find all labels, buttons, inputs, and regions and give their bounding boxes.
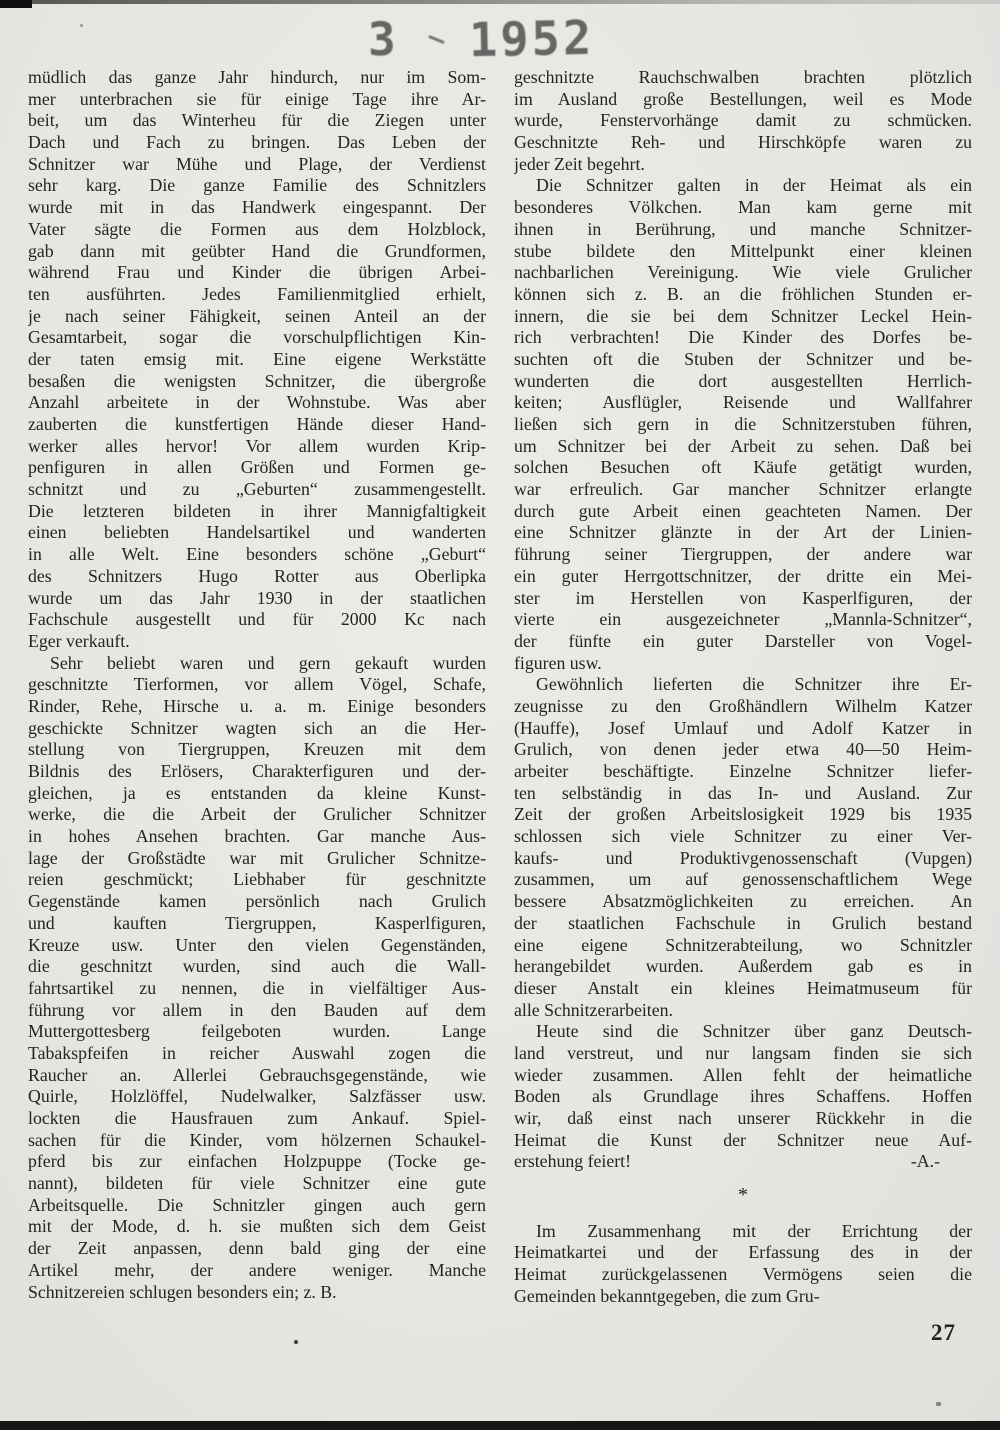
text-line: Grulich, von denen jeder etwa 40—50 Heim-	[514, 739, 972, 760]
text-line: mer unterbrachen sie für einige Tage ihre Ar-	[28, 88, 486, 109]
text-line: gleichen, ja es entstanden da kleine Kunst-	[28, 782, 486, 803]
ink-speck	[936, 1402, 941, 1406]
paragraph-end-text: erstehung feiert!	[514, 1151, 632, 1172]
text-line: rich verbrachten! Die Kinder des Dorfes be-	[514, 327, 972, 348]
text-line: sachen für die Kinder, vom hölzernen Schaukel-	[28, 1129, 486, 1150]
stamp-year: 1952	[468, 10, 596, 69]
text-line: Vater sägte die Formen aus dem Holzblock,	[28, 218, 486, 239]
text-line: kaufs- und Produktivgenossenschaft (Vupgen)	[514, 847, 972, 868]
text-line: Im Zusammenhang mit der Errichtung der	[536, 1220, 972, 1241]
text-line: figuren usw.	[514, 652, 602, 673]
text-line: zauberten die kunstfertigen Hände dieser Hand-	[28, 414, 486, 434]
text-line: schlossen sich viele Schnitzer zu einer Ver-	[514, 826, 972, 847]
text-line: ten ausführten. Jedes Familienmitglied erhielt,	[28, 283, 486, 304]
text-line: Fachschule ausgestellt und für 2000 Kc nach	[28, 609, 486, 630]
text-line: im Ausland große Bestellungen, weil es Mode	[514, 88, 972, 109]
column-left	[28, 67, 486, 1308]
text-line: Raucher an. Allerlei Gebrauchsgegenstände, wie	[28, 1064, 486, 1085]
text-line: keiten; Ausflügler, Reisende und Wallfahrer	[514, 392, 972, 413]
text-line: wurde, Fenstervorhänge damit zu schmücken.	[514, 110, 972, 131]
text-line: zusammen, um auf genossenschaftlichem Wege	[514, 869, 972, 890]
text-line: die geschnitzt wurden, sind auch die Wall-	[28, 956, 486, 977]
text-line: mit der Mode, d. h. sie mußten sich dem Geist	[28, 1216, 486, 1237]
scan-edge-top-corner	[0, 0, 32, 8]
text-line: werker alles hervor! Vor allem wurden Krip-	[28, 435, 486, 456]
page-number: 27	[931, 1320, 956, 1345]
text-line: land verstreut, und nur langsam finden sie sich	[514, 1042, 972, 1063]
text-line: Quirle, Holzlöffel, Nudelwalker, Salzfässer usw.	[28, 1086, 486, 1107]
paragraph	[514, 1021, 972, 1173]
text-line: in alle Welt. Eine besonders schöne „Geburt“	[28, 544, 486, 565]
text-line: Tabakspfeifen in reicher Auswahl zogen die	[28, 1042, 486, 1063]
text-line: eine eigene Schnitzerabteilung, wo Schnitzler	[514, 934, 972, 955]
text-line: ten selbständig in das In- und Ausland. Zur	[514, 782, 972, 803]
text-line: geschickte Schnitzer wagten sich an die Her-	[28, 717, 486, 738]
text-line: während Frau und Kinder die übrigen Arbei-	[28, 262, 486, 283]
text-line: penfiguren in allen Größen und Formen ge-	[28, 457, 486, 478]
text-line: Gewöhnlich lieferten die Schnitzer ihre Er-	[536, 674, 972, 695]
text-line: wurde mit in das Handwerk eingespannt. Der	[28, 197, 486, 218]
text-line: pferd bis zur einfachen Holzpuppe (Tocke ge-	[28, 1151, 486, 1172]
text-line: lage der Großstädte war mit Grulicher Schnitze-	[28, 847, 486, 868]
text-line: werke, die die Arbeit der Grulicher Schnitzer	[28, 804, 486, 825]
text-line: je nach seiner Fähigkeit, seinen Anteil an der	[28, 305, 486, 326]
text-line: durch gute Arbeit einen geachteten Namen. Der	[514, 500, 972, 521]
text-line: wieder zusammen. Allen fehlt der heimatliche	[514, 1064, 972, 1085]
text-line: vierte ein ausgezeichneter „Mannla-Schnitzer“,	[514, 609, 972, 630]
text-line: Muttergottesberg feilgeboten wurden. Lange	[28, 1021, 486, 1042]
text-columns	[28, 67, 972, 1308]
stamp-issue-number: 3	[367, 11, 397, 67]
section-separator	[514, 1185, 972, 1207]
text-line: ein guter Herrgottschnitzer, der dritte ein Mei-	[514, 565, 972, 586]
text-line: sehr karg. Die ganze Familie des Schnitzlers	[28, 175, 486, 196]
text-line: Heute sind die Schnitzer über ganz Deutsch-	[536, 1021, 972, 1042]
paragraph	[28, 653, 486, 1304]
text-line: geschnitzte Rauchschwalben brachten plötzlich	[514, 67, 972, 87]
text-line: stube bildete den Mittelpunkt einer kleinen	[514, 240, 972, 261]
author-initials: -A.-	[910, 1151, 940, 1172]
text-line: beit, um das Winterheu für die Ziegen unter	[28, 110, 486, 131]
text-line: Gemeinden bekanntgegeben, die zum Gru-	[514, 1285, 820, 1306]
paragraph	[28, 67, 486, 653]
text-line: schnitzt und zu „Geburten“ zusammengestellt.	[28, 479, 486, 500]
text-line: besaßen die wenigsten Schnitzer, die übergroße	[28, 370, 486, 391]
text-line: einen beliebten Handelsartikel und wanderten	[28, 522, 486, 543]
text-line: (Hauffe), Josef Umlauf und Adolf Katzer in	[514, 717, 972, 738]
scan-edge-top	[0, 0, 1000, 4]
text-line: des Schnitzers Hugo Rotter aus Oberlipka	[28, 565, 486, 586]
text-line: Boden als Grundlage ihres Schaffens. Hoffen	[514, 1086, 972, 1107]
text-line: um Schnitzer bei der Arbeit zu sehen. Daß bei	[514, 435, 972, 456]
ink-speck	[294, 1340, 298, 1344]
text-line: eine Schnitzer glänzte in der Art der Linien-	[514, 522, 972, 543]
text-line: Kreuze usw. Unter den vielen Gegenständen,	[28, 934, 486, 955]
text-line: bessere Absatzmöglichkeiten zu erreichen. An	[514, 891, 972, 912]
text-line: der taten emsig mit. Eine eigene Werkstätte	[28, 348, 486, 369]
text-line: gab dann mit geübter Hand die Grundformen,	[28, 240, 486, 261]
text-line: wir, daß einst nach unserer Rückkehr in die	[514, 1108, 972, 1128]
text-line: Gesamtarbeit, sogar die vorschulpflichtigen Kin-	[28, 327, 486, 348]
text-line: Eger verkauft.	[28, 630, 130, 651]
text-line: dieser Anstalt ein kleines Heimatmuseum für	[514, 977, 972, 998]
text-line: Artikel mehr, der andere weniger. Manche	[28, 1259, 486, 1280]
text-line: besonderes Völkchen. Man kam gerne mit	[514, 197, 972, 218]
date-stamp	[368, 12, 595, 72]
text-line: Rinder, Rehe, Hirsche u. a. m. Einige besonders	[28, 695, 486, 716]
text-line: ihnen in Berührung, und manche Schnitzer-	[514, 218, 972, 239]
text-line: ster im Herstellen von Kasperlfiguren, der	[514, 587, 972, 608]
paragraph	[514, 175, 972, 674]
text-line: der fünfte ein guter Darsteller von Vogel-	[514, 630, 972, 651]
text-line: Gegenstände kamen persönlich nach Grulich	[28, 891, 486, 912]
text-line: Sehr beliebt waren und gern gekauft wurden	[50, 652, 486, 673]
text-line: Arbeitsquelle. Die Schnitzler gingen auch gern	[28, 1194, 486, 1215]
text-line: Bildnis des Erlösers, Charakterfiguren und der-	[28, 761, 486, 781]
text-line: Die Schnitzer galten in der Heimat als ein	[536, 175, 972, 196]
separator-star: *	[738, 1185, 748, 1207]
text-line: können sich z. B. an die fröhlichen Stunden er-	[514, 283, 972, 304]
text-line: nannt), bildeten für viele Schnitzer eine gute	[28, 1173, 486, 1194]
text-line: Anzahl arbeitete in der Wohnstube. Was aber	[28, 392, 486, 413]
text-line: Heimat die Kunst der Schnitzer neue Auf-	[514, 1129, 972, 1150]
text-line: und kauften Tiergruppen, Kasperlfiguren,	[28, 912, 486, 933]
text-line: nachbarlichen Vereinigung. Wie viele Grulicher	[514, 262, 972, 283]
text-line: Heimatkartei und der Erfassung des in der	[514, 1242, 972, 1263]
text-line: Schnitzer war Mühe und Plage, der Verdienst	[28, 153, 486, 174]
text-line: Schnitzereien schlugen besonders ein; z. B.	[28, 1281, 337, 1302]
text-line: reien geschmückt; Liebhaber für geschnitzte	[28, 869, 486, 890]
text-line: stellung von Tiergruppen, Kreuzen mit dem	[28, 739, 486, 760]
text-line: fahrtsartikel zu nennen, die in vielfältiger Aus-	[28, 977, 486, 998]
text-line: suchten oft die Stuben der Schnitzer und be-	[514, 348, 972, 369]
paragraph	[514, 67, 972, 175]
text-line: jeder Zeit begehrt.	[514, 153, 645, 174]
text-line: wurde um das Jahr 1930 in der staatlichen	[28, 587, 486, 608]
ink-speck	[80, 24, 83, 27]
text-line: wunderten die dort ausgestellten Herrlich-	[514, 370, 972, 391]
text-line: müdlich das ganze Jahr hindurch, nur im Som-	[28, 67, 486, 87]
text-line: der staatlichen Fachschule in Grulich bestand	[514, 912, 972, 933]
paragraph	[514, 674, 972, 1021]
text-line: führung vor allem in den Bauden auf dem	[28, 999, 486, 1020]
text-line: zeugnisse zu den Großhändlern Wilhelm Katzer	[514, 695, 972, 716]
text-line: in hohes Ansehen brachten. Gar manche Aus-	[28, 826, 486, 847]
text-line: herangebildet wurden. Außerdem gab es in	[514, 956, 972, 977]
text-line: solchen Besuchen oft Käufe getätigt wurden,	[514, 457, 972, 478]
scan-edge-bottom	[0, 1421, 1000, 1430]
text-line: Dach und Fach zu bringen. Das Leben der	[28, 132, 486, 153]
text-line	[514, 1151, 972, 1173]
text-line: Zeit der großen Arbeitslosigkeit 1929 bis 1935	[514, 804, 972, 825]
text-line: führung seiner Tiergruppen, der andere war	[514, 544, 972, 565]
text-line: innern, die sie bei dem Schnitzer Leckel Hein-	[514, 305, 972, 326]
column-right	[514, 67, 972, 1308]
text-line: alle Schnitzerarbeiten.	[514, 999, 673, 1020]
text-line: der Zeit anpassen, denn bald ging der eine	[28, 1238, 486, 1259]
text-line: geschnitzte Tierformen, vor allem Vögel, Schafe,	[28, 674, 486, 695]
text-line: Die letzteren bildeten in ihrer Mannigfaltigkeit	[28, 500, 486, 521]
paragraph	[514, 1221, 972, 1308]
text-line: Geschnitzte Reh- und Hirschköpfe waren zu	[514, 132, 972, 153]
text-line: ließen sich gern in die Schnitzerstuben führen,	[514, 414, 972, 434]
text-line: arbeiter beschäftigte. Einzelne Schnitzer liefer-	[514, 761, 972, 781]
text-line: war erfreulich. Gar mancher Schnitzer erlangte	[514, 479, 972, 500]
stamp-tick-mark	[428, 35, 445, 44]
text-line: Heimat zurückgelassenen Vermögens seien die	[514, 1264, 972, 1285]
text-line: lockten die Hausfrauen zum Ankauf. Spiel-	[28, 1108, 486, 1128]
